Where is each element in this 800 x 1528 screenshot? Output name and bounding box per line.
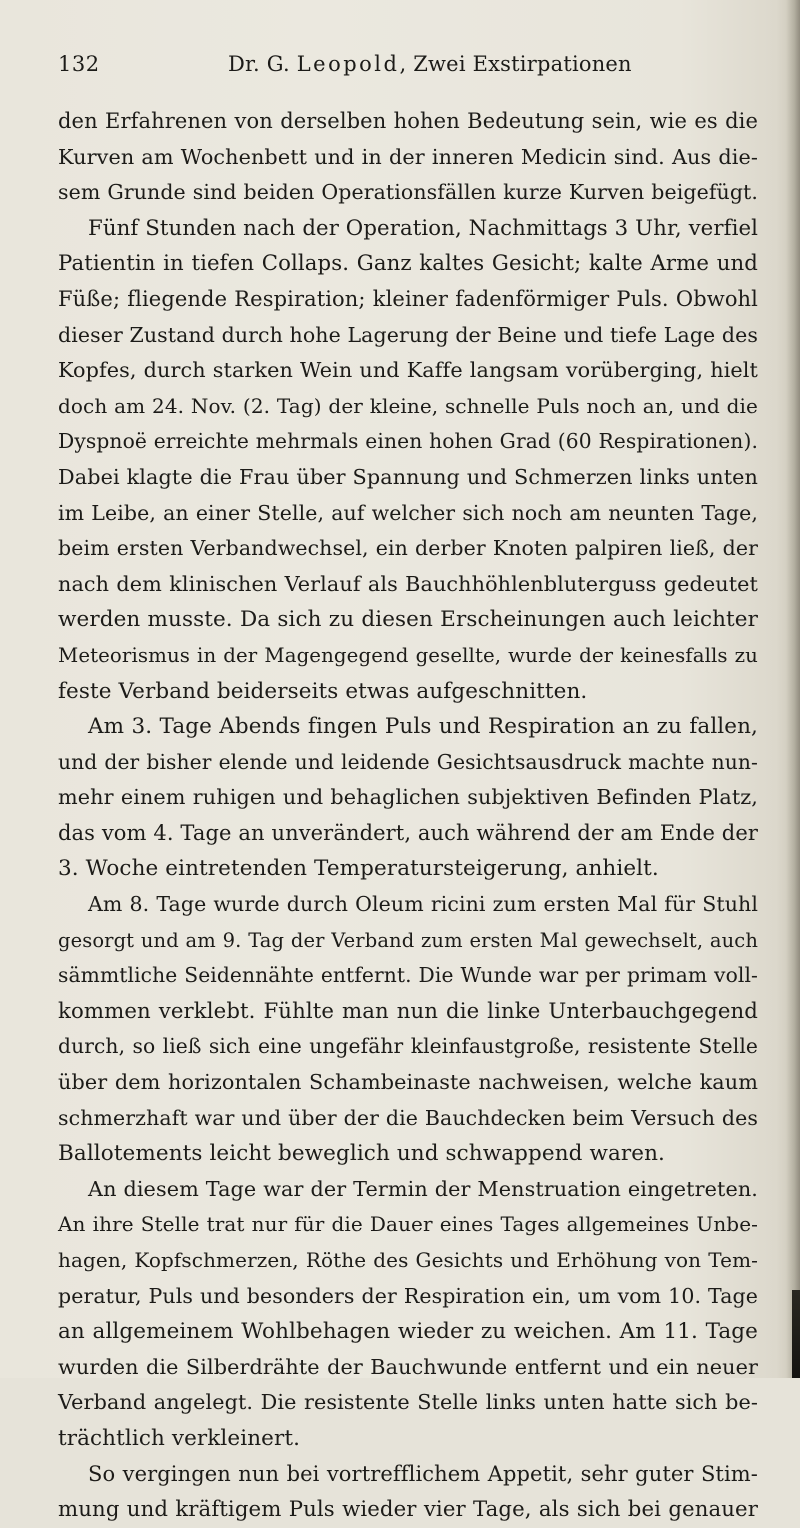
- text-line: Am 8. Tage wurde durch Oleum ricini zum ersten Mal für Stuhl: [88, 892, 758, 917]
- text-line: An ihre Stelle trat nur für die Dauer eines Tages allgemeines Unbe-: [58, 1212, 758, 1237]
- text-line: Verband angelegt. Die resistente Stelle links unten hatte sich be-: [58, 1390, 758, 1415]
- text-line: So vergingen nun bei vortrefflichem Appetit, sehr guter Stim-: [88, 1461, 758, 1486]
- text-line: dieser Zustand durch hohe Lagerung der Beine und tiefe Lage des: [58, 322, 758, 347]
- page-number: 132: [58, 52, 100, 76]
- text-line: peratur, Puls und besonders der Respiration ein, um vom 10. Tage: [58, 1283, 758, 1308]
- text-line: an allgemeinem Wohlbehagen wieder zu weichen. Am 11. Tage: [58, 1319, 758, 1345]
- text-line: Am 3. Tage Abends fingen Puls und Respiration an zu fallen,: [88, 714, 758, 740]
- text-line: gesorgt und am 9. Tag der Verband zum ersten Mal gewechselt, auch: [58, 928, 758, 952]
- text-line: Ballotements leicht beweglich und schwappend waren.: [58, 1141, 665, 1167]
- text-line: beim ersten Verbandwechsel, ein derber Knoten palpiren ließ, der: [58, 536, 758, 561]
- text-line: Dabei klagte die Frau über Spannung und Schmerzen links unten: [58, 464, 758, 489]
- text-line: trächtlich verkleinert.: [58, 1425, 301, 1451]
- running-header: [58, 52, 738, 88]
- text-line: durch, so ließ sich eine ungefähr kleinfaustgroße, resistente Stelle: [58, 1034, 758, 1059]
- text-line: Dyspnoë erreichte mehrmals einen hohen Grad (60 Respirationen).: [58, 429, 758, 454]
- text-line: über dem horizontalen Schambeinaste nachweisen, welche kaum: [58, 1070, 758, 1095]
- text-line: werden musste. Da sich zu diesen Erscheinungen auch leichter: [58, 607, 758, 633]
- text-line: Kopfes, durch starken Wein und Kaffe langsam vorüberging, hielt: [58, 358, 758, 383]
- text-line: mehr einem ruhigen und behaglichen subjektiven Befinden Platz,: [58, 785, 758, 810]
- text-line: nach dem klinischen Verlauf als Bauchhöhlenbluterguss gedeutet: [58, 571, 758, 596]
- text-line: mung und kräftigem Puls wieder vier Tage, als sich bei genauer: [58, 1497, 758, 1523]
- text-line: Kurven am Wochenbett und in der inneren Medicin sind. Aus die-: [58, 144, 758, 169]
- page-edge-mark: [792, 1290, 800, 1378]
- running-title: [228, 52, 632, 76]
- text-line: feste Verband beiderseits etwas aufgeschnitten.: [58, 678, 588, 704]
- running-title-author-name: Leopold: [296, 52, 400, 76]
- text-line: hagen, Kopfschmerzen, Röthe des Gesichts und Erhöhung von Tem-: [58, 1248, 758, 1272]
- text-line: Fünf Stunden nach der Operation, Nachmittags 3 Uhr, verfiel: [88, 215, 759, 241]
- page-edge-shadow: [786, 0, 800, 1378]
- text-line: kommen verklebt. Fühlte man nun die linke Unterbauchgegend: [58, 998, 758, 1024]
- running-title-rest: , Zwei Exstirpationen: [399, 52, 632, 76]
- text-line: sämmtliche Seidennähte entfernt. Die Wunde war per primam voll-: [58, 963, 758, 988]
- running-title-author-prefix: Dr. G.: [228, 52, 297, 76]
- text-line: sem Grunde sind beiden Operationsfällen kurze Kurven beigefügt.: [58, 180, 758, 205]
- text-line: schmerzhaft war und über der die Bauchdecken beim Versuch des: [58, 1105, 758, 1130]
- text-line: wurden die Silberdrähte der Bauchwunde entfernt und ein neuer: [58, 1354, 758, 1379]
- text-line: und der bisher elende und leidende Gesichtsausdruck machte nun-: [58, 749, 758, 774]
- text-line: Füße; fliegende Respiration; kleiner fadenförmiger Puls. Obwohl: [58, 286, 758, 311]
- text-line: Meteorismus in der Magengegend gesellte, wurde der keinesfalls zu: [58, 643, 758, 667]
- text-line: doch am 24. Nov. (2. Tag) der kleine, schnelle Puls noch an, und die: [58, 393, 758, 418]
- text-line: den Erfahrenen von derselben hohen Bedeutung sein, wie es die: [58, 109, 758, 133]
- text-line: das vom 4. Tage an unverändert, auch während der am Ende der: [58, 820, 758, 845]
- text-line: An diesem Tage war der Termin der Menstruation eingetreten.: [88, 1176, 758, 1201]
- text-line: 3. Woche eintretenden Temperatursteigerung, anhielt.: [58, 856, 659, 882]
- body-text: [58, 104, 758, 1528]
- text-line: im Leibe, an einer Stelle, auf welcher sich noch am neunten Tage,: [58, 500, 758, 525]
- text-line: Patientin in tiefen Collaps. Ganz kaltes Gesicht; kalte Arme und: [58, 251, 758, 277]
